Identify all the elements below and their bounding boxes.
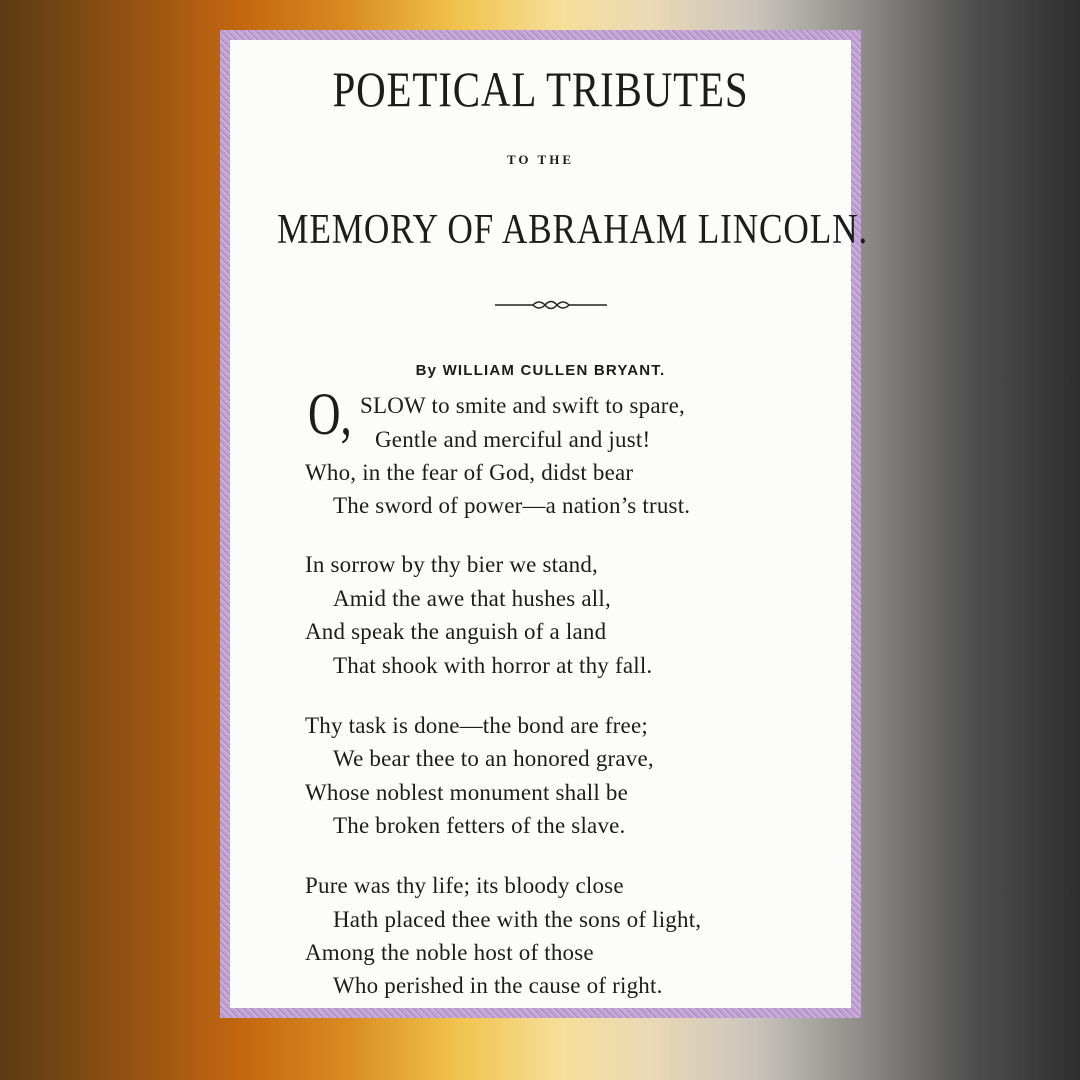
poem-line: Who, in the fear of God, didst bear bbox=[305, 460, 634, 485]
poem-line: Thy task is done—the bond are free; bbox=[305, 713, 648, 738]
poem-line: We bear thee to an honored grave, bbox=[333, 746, 654, 771]
poem-line: SLOW to smite and swift to spare, bbox=[360, 393, 685, 418]
author-byline: By WILLIAM CULLEN BRYANT. bbox=[415, 362, 666, 379]
document-page bbox=[230, 40, 869, 1008]
poem-line: The broken fetters of the slave. bbox=[333, 813, 626, 838]
ornament-divider bbox=[495, 298, 607, 312]
poem-line: Hath placed thee with the sons of light, bbox=[333, 907, 702, 932]
poem-line: Whose noblest monument shall be bbox=[305, 780, 629, 805]
poem-line: That shook with horror at thy fall. bbox=[333, 653, 653, 678]
drop-cap: O, bbox=[308, 381, 352, 447]
poem-line: Pure was thy life; its bloody close bbox=[305, 873, 624, 898]
poem-line: Who perished in the cause of right. bbox=[333, 973, 663, 998]
poem-line: Amid the awe that hushes all, bbox=[333, 586, 611, 611]
poem-line: Gentle and merciful and just! bbox=[375, 427, 651, 452]
poem-line: Among the noble host of those bbox=[305, 940, 594, 965]
title-subject: MEMORY OF ABRAHAM LINCOLN. bbox=[277, 207, 869, 253]
title-main: POETICAL TRIBUTES bbox=[332, 61, 749, 117]
poem-line: In sorrow by thy bier we stand, bbox=[305, 552, 599, 577]
poem-line: The sword of power—a nation’s trust. bbox=[333, 493, 691, 518]
poem-line: And speak the anguish of a land bbox=[305, 619, 607, 644]
glitter-border-frame bbox=[220, 30, 869, 1018]
title-connector: TO THE bbox=[506, 152, 575, 167]
